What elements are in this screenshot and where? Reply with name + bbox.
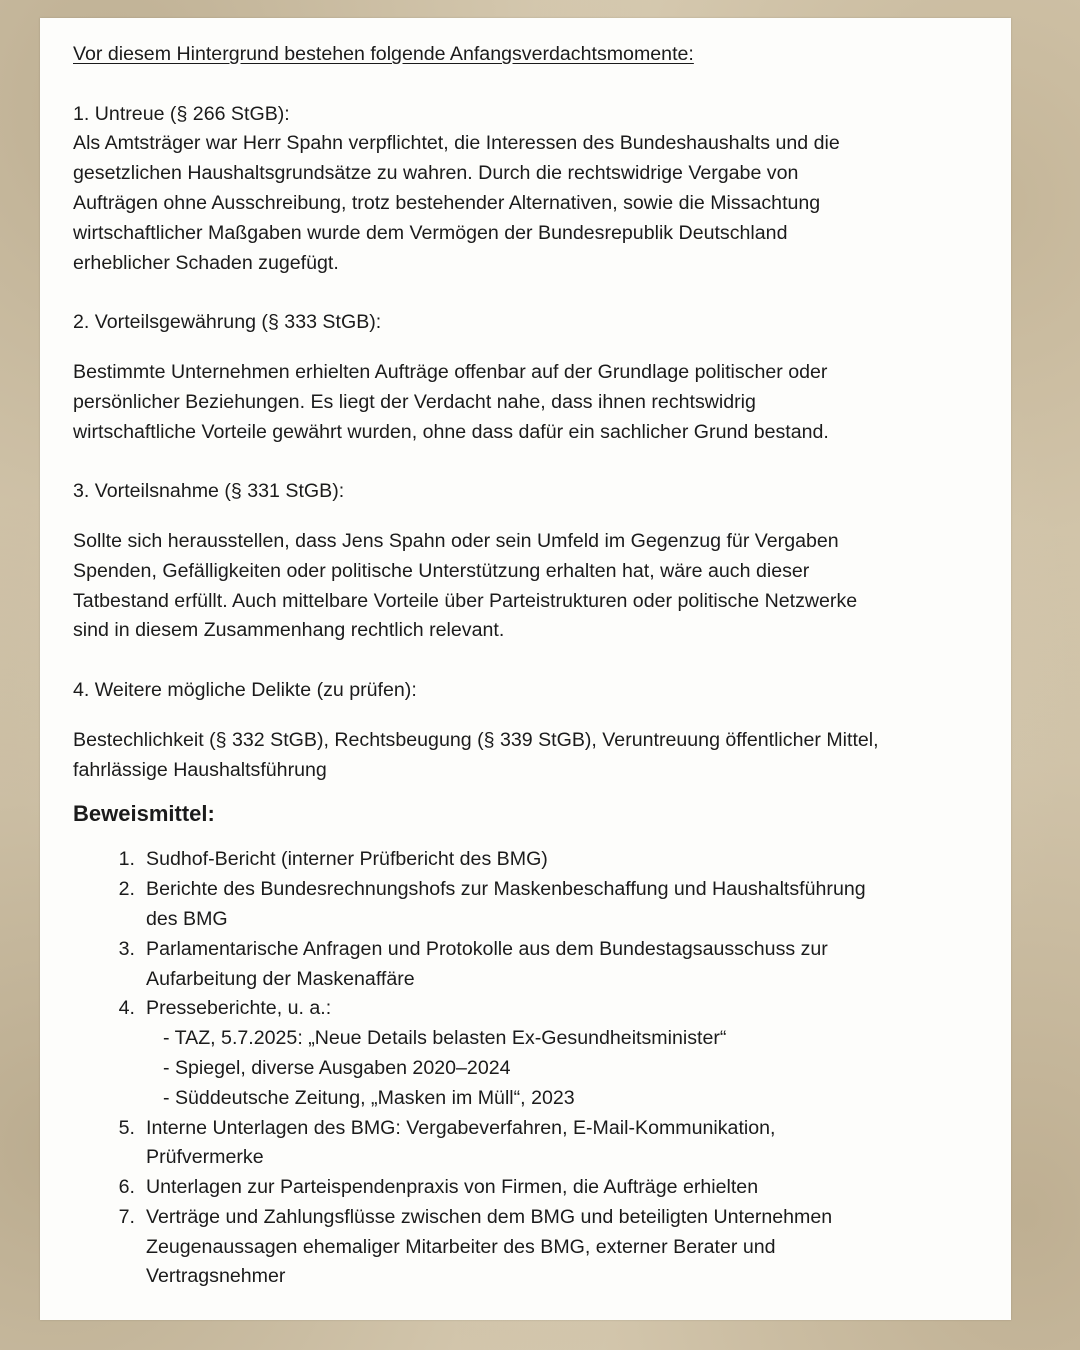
spacer [73, 507, 1003, 527]
spacer [73, 447, 1003, 477]
evidence-text: Vertragsnehmer [146, 1265, 286, 1288]
section-title: 4. Weitere mögliche Delikte (zu prüfen): [73, 678, 417, 701]
section-line: Bestechlichkeit (§ 332 StGB), Rechtsbeugung (§ 339 StGB), Veruntreuung öffentlicher Mittel, [73, 728, 879, 751]
evidence-number: 5. [118, 1116, 135, 1139]
evidence-list [73, 845, 1003, 1292]
spacer [73, 646, 1003, 676]
spacer [73, 706, 1003, 726]
section-title: 1. Untreue (§ 266 StGB): [73, 102, 290, 125]
evidence-item [73, 935, 1003, 995]
section-line: Spenden, Gefälligkeiten oder politische Unterstützung erhalten hat, wäre auch dieser [73, 559, 810, 582]
evidence-item [73, 875, 1003, 935]
section-line: Aufträgen ohne Ausschreibung, trotz bestehender Alternativen, sowie die Missachtung [73, 191, 821, 214]
evidence-text: Aufarbeitung der Maskenaffäre [146, 967, 415, 990]
evidence-number: 1. [118, 848, 135, 871]
evidence-subitem: - TAZ, 5.7.2025: „Neue Details belasten Ex-Gesundheitsminister“ [163, 1027, 727, 1050]
evidence-text: Verträge und Zahlungsflüsse zwischen dem BMG und beteiligten Unternehmen [146, 1205, 833, 1228]
section-line: persönlicher Beziehungen. Es liegt der Verdacht nahe, dass ihnen rechtswidrig [73, 390, 756, 413]
section-line: wirtschaftliche Vorteile gewährt wurden, ohne dass dafür ein sachlicher Grund bestand. [73, 420, 829, 443]
evidence-text: Presseberichte, u. a.: [146, 997, 332, 1020]
evidence-subitem: - Süddeutsche Zeitung, „Masken im Müll“, 2023 [163, 1086, 575, 1109]
evidence-text: des BMG [146, 907, 228, 930]
evidence-text: Zeugenaussagen ehemaliger Mitarbeiter des BMG, externer Berater und [146, 1235, 776, 1258]
evidence-text: Parlamentarische Anfragen und Protokolle aus dem Bundestagsausschuss zur [146, 937, 828, 960]
section-line: gesetzlichen Haushaltsgrundsätze zu wahren. Durch die rechtswidrige Vergabe von [73, 162, 799, 185]
section-title: 3. Vorteilsnahme (§ 331 StGB): [73, 480, 345, 503]
evidence-text: Sudhof-Bericht (interner Prüfbericht des BMG) [146, 848, 548, 871]
evidence-heading: Beweismittel: [73, 801, 215, 827]
evidence-item [73, 845, 1003, 875]
evidence-number: 4. [118, 997, 135, 1020]
evidence-number: 3. [118, 937, 135, 960]
spacer [73, 70, 1003, 100]
spacer [73, 338, 1003, 358]
evidence-text: Interne Unterlagen des BMG: Vergabeverfahren, E-Mail-Kommunikation, [146, 1116, 776, 1139]
evidence-number: 7. [118, 1205, 135, 1228]
section-line: fahrlässige Haushaltsführung [73, 758, 327, 781]
spacer [73, 278, 1003, 308]
evidence-number: 2. [118, 878, 135, 901]
section-line: Bestimmte Unternehmen erhielten Aufträge offenbar auf der Grundlage politischer oder [73, 360, 828, 383]
section-line: sind in diesem Zusammenhang rechtlich relevant. [73, 619, 505, 642]
evidence-item [73, 1114, 1003, 1174]
evidence-text: Prüfvermerke [146, 1146, 264, 1169]
evidence-number: 6. [118, 1176, 135, 1199]
document-body [73, 40, 1003, 1292]
evidence-item [73, 1173, 1003, 1203]
evidence-item [73, 994, 1003, 1113]
section-line: wirtschaftlicher Maßgaben wurde dem Vermögen der Bundesrepublik Deutschland [73, 221, 788, 244]
section-line: Sollte sich herausstellen, dass Jens Spahn oder sein Umfeld im Gegenzug für Vergaben [73, 529, 839, 552]
evidence-text: Berichte des Bundesrechnungshofs zur Maskenbeschaffung und Haushaltsführung [146, 878, 866, 901]
document-page [40, 18, 1011, 1320]
section-line: Als Amtsträger war Herr Spahn verpflichtet, die Interessen des Bundeshaushalts und die [73, 132, 840, 155]
section-line: Tatbestand erfüllt. Auch mittelbare Vorteile über Parteistrukturen oder politische Netzwerke [73, 589, 858, 612]
evidence-text: Unterlagen zur Parteispendenpraxis von Firmen, die Aufträge erhielten [146, 1176, 759, 1199]
section-title: 2. Vorteilsgewährung (§ 333 StGB): [73, 311, 382, 334]
evidence-item [73, 1203, 1003, 1292]
evidence-subitem: - Spiegel, diverse Ausgaben 2020–2024 [163, 1056, 511, 1079]
section-line: erheblicher Schaden zugefügt. [73, 251, 339, 274]
intro-heading: Vor diesem Hintergrund bestehen folgende Anfangsverdachtsmomente: [73, 43, 694, 65]
